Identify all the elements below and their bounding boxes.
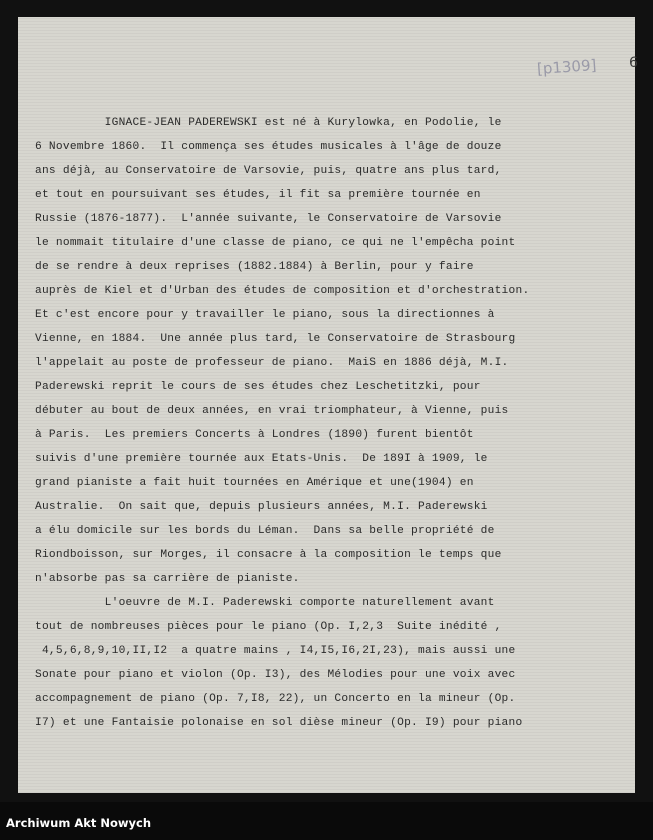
text-line: le nommait titulaire d'une classe de piano, ce qui ne l'empêcha point (35, 237, 516, 249)
text-line: de se rendre à deux reprises (1882.1884) à Berlin, pour y faire (35, 261, 474, 273)
text-line: et tout en poursuivant ses études, il fit sa première tournée en (35, 189, 481, 201)
archive-reference-stamp: [p1309] (536, 55, 597, 79)
text-line: grand pianiste a fait huit tournées en Amérique et une(1904) en (35, 477, 474, 489)
text-line: Sonate pour piano et violon (Op. I3), des Mélodies pour une voix avec (35, 669, 516, 681)
text-line: I7) et une Fantaisie polonaise en sol dièse mineur (Op. I9) pour piano (35, 717, 523, 729)
text-line: auprès de Kiel et d'Urban des études de composition et d'orchestration. (35, 285, 530, 297)
text-line: l'appelait au poste de professeur de piano. MaiS en 1886 déjà, M.I. (35, 357, 509, 369)
text-line: débuter au bout de deux années, en vrai triomphateur, à Vienne, puis (35, 405, 509, 417)
text-line: accompagnement de piano (Op. 7,I8, 22), un Concerto en la mineur (Op. (35, 693, 516, 705)
text-line: Australie. On sait que, depuis plusieurs années, M.I. Paderewski (35, 501, 488, 513)
text-line: Paderewski reprit le cours de ses études chez Leschetitzki, pour (35, 381, 481, 393)
text-line: tout de nombreuses pièces pour le piano (Op. I,2,3 Suite inédité , (35, 621, 502, 633)
text-line: suivis d'une première tournée aux Etats-Unis. De 189I à 1909, le (35, 453, 488, 465)
text-line: 6 Novembre 1860. Il commença ses études musicales à l'âge de douze (35, 141, 502, 153)
text-line: IGNACE-JEAN PADEREWSKI est né à Kurylowka, en Podolie, le (35, 117, 502, 129)
archive-name: Archiwum Akt Nowych (6, 816, 152, 830)
text-line: ans déjà, au Conservatoire de Varsovie, puis, quatre ans plus tard, (35, 165, 502, 177)
text-line: à Paris. Les premiers Concerts à Londres (1890) furent bientôt (35, 429, 474, 441)
text-line: Riondboisson, sur Morges, il consacre à la composition le temps que (35, 549, 502, 561)
text-line: L'oeuvre de M.I. Paderewski comporte naturellement avant (35, 597, 495, 609)
text-line: Russie (1876-1877). L'année suivante, le Conservatoire de Varsovie (35, 213, 502, 225)
archive-footer-bar (0, 802, 653, 840)
text-line: n'absorbe pas sa carrière de pianiste. (35, 573, 300, 585)
text-line: a élu domicile sur les bords du Léman. Dans sa belle propriété de (35, 525, 495, 537)
text-line: 4,5,6,8,9,10,II,I2 a quatre mains , I4,I5,I6,2I,23), mais aussi une (35, 645, 516, 657)
typewritten-text (35, 111, 635, 735)
text-line: Vienne, en 1884. Une année plus tard, le Conservatoire de Strasbourg (35, 333, 516, 345)
page-number: 6 (629, 55, 638, 71)
text-line: Et c'est encore pour y travailler le piano, sous la directionnes à (35, 309, 495, 321)
